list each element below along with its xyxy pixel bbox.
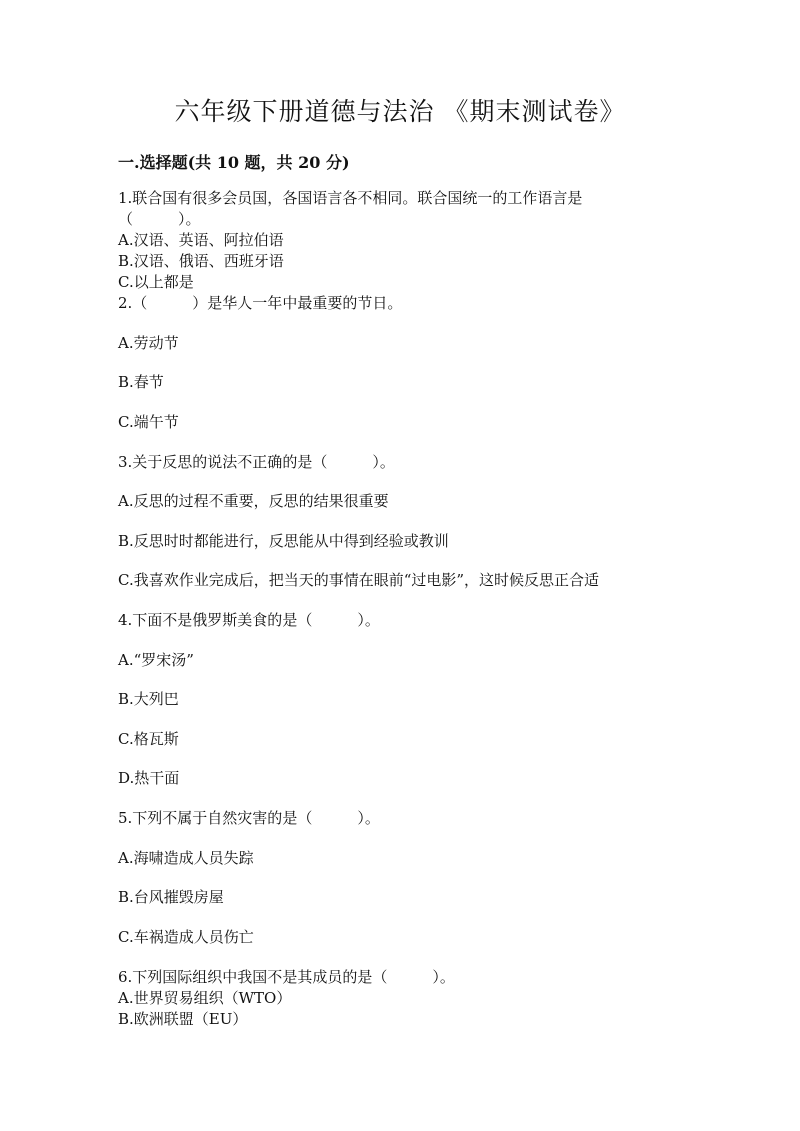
question-4-option-a: A.“罗宋汤”	[118, 651, 194, 669]
question-1-option-b: B.汉语、俄语、西班牙语	[118, 252, 284, 270]
question-2-option-c: C.端午节	[118, 413, 179, 431]
question-5-stem: 5.下列不属于自然灾害的是（ ）。	[118, 809, 380, 827]
question-2-option-a: A.劳动节	[118, 334, 179, 352]
question-1-stem-line-2: （ ）。	[118, 210, 201, 228]
question-3-stem: 3.关于反思的说法不正确的是（ ）。	[118, 453, 395, 471]
question-4-stem: 4.下面不是俄罗斯美食的是（ ）。	[118, 611, 380, 629]
question-4-option-d: D.热干面	[118, 769, 180, 787]
question-4-option-c: C.格瓦斯	[118, 730, 179, 748]
section-heading: 一.选择题(共 10 题，共 20 分)	[118, 153, 350, 172]
question-6-option-a: A.世界贸易组织（WTO）	[118, 989, 292, 1007]
question-6-stem: 6.下列国际组织中我国不是其成员的是（ ）。	[118, 968, 455, 986]
question-6-option-b: B.欧洲联盟（EU）	[118, 1010, 248, 1028]
question-5-option-b: B.台风摧毁房屋	[118, 888, 224, 906]
question-3-option-c: C.我喜欢作业完成后，把当天的事情在眼前“过电影”，这时候反思正合适	[118, 571, 600, 589]
page-title: 六年级下册道德与法治 《期末测试卷》	[174, 97, 626, 126]
question-5-option-a: A.海啸造成人员失踪	[118, 849, 254, 867]
question-3-option-b: B.反思时时都能进行，反思能从中得到经验或教训	[118, 532, 449, 550]
question-2-stem: 2.（ ）是华人一年中最重要的节日。	[118, 294, 403, 312]
question-4-option-b: B.大列巴	[118, 690, 179, 708]
question-3-option-a: A.反思的过程不重要，反思的结果很重要	[118, 492, 389, 510]
question-1-option-a: A.汉语、英语、阿拉伯语	[118, 231, 284, 249]
question-1-stem-line-1: 1.联合国有很多会员国，各国语言各不相同。联合国统一的工作语言是	[118, 189, 583, 207]
question-1-option-c: C.以上都是	[118, 273, 194, 291]
question-2-option-b: B.春节	[118, 373, 164, 391]
question-5-option-c: C.车祸造成人员伤亡	[118, 928, 254, 946]
